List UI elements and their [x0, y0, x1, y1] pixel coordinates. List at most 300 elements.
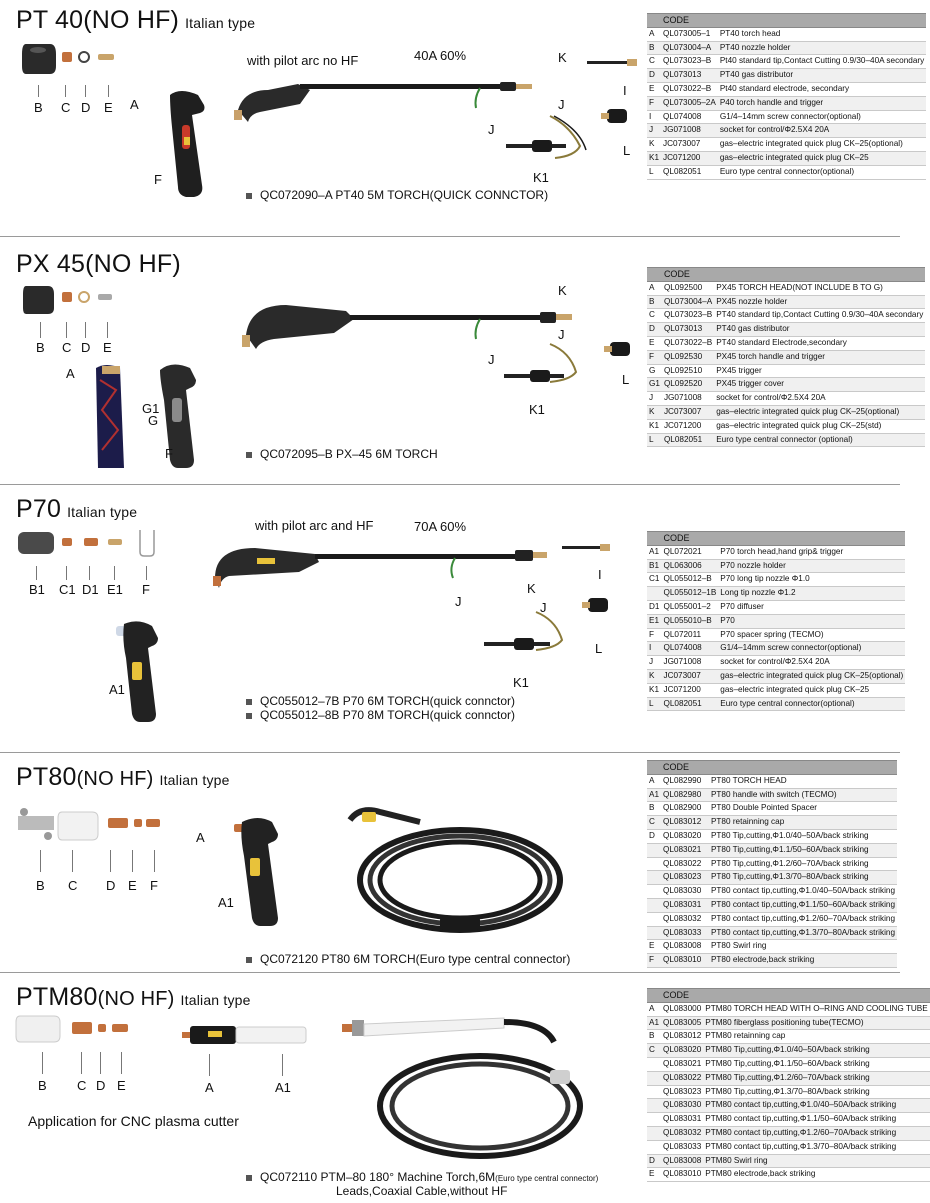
table-row [647, 69, 926, 83]
cell-code: QL073022–B [661, 82, 718, 96]
hand-torch-illustration [160, 85, 220, 200]
section-title-px45 [16, 250, 181, 279]
callout-label: J [558, 97, 565, 112]
cell-letter: E1 [647, 614, 661, 628]
torch-cable-illustration [205, 540, 565, 590]
cell-description: P70 torch head,hand grip& trigger [718, 545, 905, 559]
part-label: D1 [82, 582, 99, 597]
cell-code: QL092510 [662, 364, 714, 378]
leader-line [89, 566, 90, 580]
cell-letter: B [647, 802, 661, 816]
torch-model-note: QC072110 PTM–80 180° Machine Torch,6M(Euro type central connector) [246, 1170, 598, 1184]
table-row [647, 885, 897, 899]
cell-code: QL083021 [661, 843, 709, 857]
cell-code: QL082051 [662, 433, 714, 447]
torch-model-note-line2: Leads,Coaxial Cable,without HF [336, 1184, 508, 1198]
cell-description: PT40 torch head [718, 27, 926, 41]
cell-description: Euro type central connector(optional) [718, 697, 905, 711]
torch-head-illustration [90, 360, 130, 475]
table-header-row [647, 532, 905, 546]
cell-code: QL073005–2A [661, 96, 718, 110]
part-label: E1 [107, 582, 123, 597]
part-label: F [142, 582, 150, 597]
cell-code: QL083033 [661, 1140, 703, 1154]
cell-code: QL073004–A [662, 295, 714, 309]
cell-code: QL072011 [661, 628, 718, 642]
cell-letter [647, 1057, 661, 1071]
cell-letter: C1 [647, 573, 661, 587]
cell-letter: G1 [647, 378, 662, 392]
cell-description: PT80 Double Pointed Spacer [709, 802, 897, 816]
table-row [647, 433, 925, 447]
table-row [647, 309, 925, 323]
cell-letter [647, 1085, 661, 1099]
cell-description: PT40 gas distributor [714, 323, 925, 337]
cell-letter [647, 885, 661, 899]
part-label: E [128, 878, 137, 893]
table-row [647, 1099, 930, 1113]
table-row [647, 697, 905, 711]
cell-description: PT80 Swirl ring [709, 940, 897, 954]
table-row [647, 124, 926, 138]
cell-code: QL083033 [661, 926, 709, 940]
section-divider [0, 484, 900, 485]
part-label: E [104, 100, 113, 115]
cell-description: PT40 standard tip,Contact Cutting 0.9/30–40A secondary [714, 309, 925, 323]
table-row [647, 1030, 930, 1044]
leader-line [209, 1054, 210, 1076]
cell-letter: F [647, 628, 661, 642]
plug-illustration [500, 110, 600, 180]
cell-code: QL073023–B [662, 309, 714, 323]
table-row [647, 1154, 930, 1168]
cell-letter: L [647, 165, 661, 179]
part-label: B [38, 1078, 47, 1093]
plug-illustration [500, 340, 660, 400]
leader-line [114, 566, 115, 580]
cell-code: JC073007 [662, 405, 714, 419]
table-row [647, 912, 897, 926]
consumables-illustration [16, 1012, 136, 1046]
cell-letter: E [647, 336, 662, 350]
table-header: CODE [661, 14, 718, 28]
callout-label: K [527, 581, 536, 596]
callout-label: G1 [142, 401, 160, 416]
callout-label: J [488, 352, 495, 367]
table-row [647, 802, 897, 816]
cell-letter [647, 912, 661, 926]
leader-line [66, 322, 67, 338]
table-row [647, 1168, 930, 1182]
table-row [647, 926, 897, 940]
cell-code: QL083032 [661, 1126, 703, 1140]
table-row [647, 165, 926, 179]
cell-letter: C [647, 309, 662, 323]
cell-letter: J [647, 124, 661, 138]
leader-line [38, 85, 39, 97]
cell-description: PT80 Tip,cutting,Φ1.0/40–50A/back striking [709, 829, 897, 843]
pilot-arc-note: with pilot arc no HF [247, 53, 359, 68]
cell-description: PT80 Tip,cutting,Φ1.3/70–80A/back striking [709, 871, 897, 885]
callout-label: F [165, 446, 173, 461]
rating-note: 40A 60% [414, 48, 467, 63]
cell-code: QL083030 [661, 885, 709, 899]
leader-line [107, 322, 108, 338]
cell-code: JC073007 [661, 138, 718, 152]
connector-illustration [560, 538, 620, 618]
table-row [647, 82, 926, 96]
cell-letter: K [647, 405, 662, 419]
table-header: CODE [661, 989, 703, 1003]
torch-model-note: QC072095–B PX–45 6M TORCH [246, 447, 438, 461]
cell-letter: C [647, 816, 661, 830]
cell-description: PX45 trigger [714, 364, 925, 378]
torch-model-note: QC072090–A PT40 5M TORCH(QUICK CONNCTOR) [246, 188, 548, 202]
title-subtitle: Italian type [180, 992, 251, 1008]
section-title-p70 [16, 495, 137, 524]
section-divider [0, 752, 900, 753]
cell-description: Pt40 standard tip,Contact Cutting 0.9/30–40A secondary [718, 55, 926, 69]
callout-label: J [488, 122, 495, 137]
cell-letter: D [647, 69, 661, 83]
cell-code: JG071008 [661, 124, 718, 138]
table-row [647, 559, 905, 573]
callout-label: J [540, 600, 547, 615]
table-row [647, 336, 925, 350]
leader-line [121, 1052, 122, 1074]
table-row [647, 151, 926, 165]
cell-description: PT80 contact tip,cutting,Φ1.1/50–60A/back striking [709, 898, 897, 912]
code-table-ptm80 [647, 988, 930, 1182]
torch-coil-illustration [340, 1010, 600, 1170]
cell-code: JC071200 [662, 419, 714, 433]
cell-code: QL083031 [661, 898, 709, 912]
table-row [647, 788, 897, 802]
cell-code: QL083005 [661, 1016, 703, 1030]
cell-letter [647, 871, 661, 885]
cell-description: Euro type central connector(optional) [718, 165, 926, 179]
code-table-px45 [647, 267, 925, 447]
callout-label: G [148, 413, 159, 428]
table-row [647, 857, 897, 871]
table-row [647, 898, 897, 912]
cell-description: gas–electric integrated quick plug CK–25 [718, 151, 926, 165]
cell-code: QL074008 [661, 110, 718, 124]
cell-description: PT80 retainning cap [709, 816, 897, 830]
cell-description: P70 [718, 614, 905, 628]
cell-code: QL083008 [661, 940, 709, 954]
table-row [647, 323, 925, 337]
cell-code: QL072021 [661, 545, 718, 559]
cell-description: P70 diffuser [718, 600, 905, 614]
table-row [647, 656, 905, 670]
cell-letter: B [647, 295, 662, 309]
cell-letter: K [647, 669, 661, 683]
code-table-pt80 [647, 760, 897, 968]
cell-description: PTM80 contact tip,cutting,Φ1.0/40–50A/back striking [703, 1099, 929, 1113]
cell-code: QL055012–1B [661, 587, 718, 601]
leader-line [36, 566, 37, 580]
cell-description: gas–electric integrated quick plug CK–25(std) [714, 419, 925, 433]
table-row [647, 405, 925, 419]
hand-torch-illustration [112, 618, 172, 728]
cell-letter: K1 [647, 683, 661, 697]
table-row [647, 419, 925, 433]
cell-letter: F [647, 954, 661, 968]
cell-code: QL073013 [662, 323, 714, 337]
callout-label: K [558, 283, 567, 298]
cell-code: QL073023–B [661, 55, 718, 69]
cell-code: QL083010 [661, 954, 709, 968]
table-header: CODE [662, 268, 714, 282]
callout-label: J [558, 327, 565, 342]
cell-letter: D1 [647, 600, 661, 614]
table-row [647, 829, 897, 843]
cell-description: G1/4–14mm screw connector(optional) [718, 110, 926, 124]
table-row [647, 1002, 930, 1016]
cell-description: PX45 nozzle holder [714, 295, 925, 309]
leader-line [85, 322, 86, 338]
torch-model-note: QC055012–7B P70 6M TORCH(quick connctor) [246, 694, 515, 708]
callout-label: K1 [533, 170, 549, 185]
callout-label: K1 [513, 675, 529, 690]
cell-description: PTM80 fiberglass positioning tube(TECMO) [703, 1016, 929, 1030]
callout-label: I [623, 83, 627, 98]
application-note: Application for CNC plasma cutter [28, 1113, 239, 1129]
cell-description: PT80 contact tip,cutting,Φ1.2/60–70A/back striking [709, 912, 897, 926]
table-row [647, 96, 926, 110]
part-label: B1 [29, 582, 45, 597]
cell-code: QL073022–B [662, 336, 714, 350]
table-row [647, 1140, 930, 1154]
cell-letter: J [647, 392, 662, 406]
part-label: D [81, 100, 91, 115]
code-table-pt40 [647, 13, 926, 180]
table-row [647, 600, 905, 614]
title-text: PTM80 [16, 983, 98, 1011]
machine-torch-illustration [180, 1020, 310, 1050]
hand-torch-illustration [228, 812, 298, 932]
table-row [647, 110, 926, 124]
table-row [647, 281, 925, 295]
leader-line [72, 850, 73, 872]
leader-line [81, 1052, 82, 1074]
cell-description: PT80 TORCH HEAD [709, 774, 897, 788]
table-row [647, 55, 926, 69]
cell-code: JG071008 [662, 392, 714, 406]
cell-letter: C [647, 55, 661, 69]
part-label: C1 [59, 582, 76, 597]
cell-letter [647, 1099, 661, 1113]
cell-code: JC071200 [661, 151, 718, 165]
cell-description: P40 torch handle and trigger [718, 96, 926, 110]
cell-description: PT40 standard Electrode,secondary [714, 336, 925, 350]
cell-description: gas–electric integrated quick plug CK–25(optional) [718, 138, 926, 152]
cell-description: PTM80 contact tip,cutting,Φ1.2/60–70A/back striking [703, 1126, 929, 1140]
callout-label: J [455, 594, 462, 609]
cell-code: QL083031 [661, 1113, 703, 1127]
cell-letter: A1 [647, 545, 661, 559]
cell-code: QL083030 [661, 1099, 703, 1113]
part-label: C [62, 340, 72, 355]
table-header-row [647, 989, 930, 1003]
cell-code: QL055010–B [661, 614, 718, 628]
cell-description: PT40 gas distributor [718, 69, 926, 83]
cell-description: PTM80 retainning cap [703, 1030, 929, 1044]
part-label: B [36, 340, 45, 355]
cell-code: JC071200 [661, 683, 718, 697]
table-header-row [647, 14, 926, 28]
table-header: CODE [661, 761, 709, 775]
cell-letter: I [647, 110, 661, 124]
table-header: CODE [661, 532, 718, 546]
title-subtitle: Italian type [67, 504, 138, 520]
callout-label: L [622, 372, 630, 387]
leader-line [65, 85, 66, 97]
part-label: D [81, 340, 91, 355]
callout-label: A1 [275, 1080, 291, 1095]
cell-description: PT80 contact tip,cutting,Φ1.3/70–80A/back striking [709, 926, 897, 940]
section-title-ptm80 [16, 983, 251, 1012]
table-row [647, 378, 925, 392]
table-row [647, 1016, 930, 1030]
cell-description: Pt40 standard electrode, secondary [718, 82, 926, 96]
cell-description: PT80 Tip,cutting,Φ1.1/50–60A/back striking [709, 843, 897, 857]
cell-letter [647, 1113, 661, 1127]
cell-code: QL073004–A [661, 41, 718, 55]
callout-label: L [623, 143, 631, 158]
cell-letter: E [647, 940, 661, 954]
cell-code: QL082990 [661, 774, 709, 788]
table-row [647, 138, 926, 152]
leader-line [108, 85, 109, 97]
cell-code: QL083020 [661, 829, 709, 843]
title-text: PT 40(NO HF) [16, 6, 180, 34]
cell-description: PTM80 Tip,cutting,Φ1.2/60–70A/back striking [703, 1071, 929, 1085]
cell-letter: B [647, 41, 661, 55]
cell-code: QL083022 [661, 1071, 703, 1085]
part-label: B [36, 878, 45, 893]
consumables-illustration [16, 528, 156, 560]
leader-line [154, 850, 155, 872]
table-row [647, 954, 897, 968]
leader-line [282, 1054, 283, 1076]
cell-description: G1/4–14mm screw connector(optional) [718, 642, 905, 656]
cell-letter: F [647, 350, 662, 364]
part-label: D [106, 878, 116, 893]
cell-description: PT80 contact tip,cutting,Φ1.0/40–50A/back striking [709, 885, 897, 899]
title-subtitle: Italian type [185, 15, 256, 31]
table-row [647, 1085, 930, 1099]
callout-label: A [66, 366, 75, 381]
title-text: PT80 [16, 763, 77, 791]
cell-letter: I [647, 642, 661, 656]
torch-coil-illustration [340, 800, 580, 950]
table-row [647, 27, 926, 41]
table-row [647, 364, 925, 378]
torch-model-note: QC055012–8B P70 8M TORCH(quick connctor) [246, 708, 515, 722]
title-subtitle: Italian type [159, 772, 230, 788]
section-title-pt40 [16, 6, 255, 35]
cell-letter: D [647, 829, 661, 843]
cell-letter: A [647, 281, 662, 295]
cell-code: QL083021 [661, 1057, 703, 1071]
cell-code: QL092530 [662, 350, 714, 364]
cell-letter [647, 1126, 661, 1140]
cell-code: QL082051 [661, 697, 718, 711]
cell-description: PTM80 contact tip,cutting,Φ1.1/50–60A/back striking [703, 1113, 929, 1127]
part-label: D [96, 1078, 106, 1093]
cell-code: QL092500 [662, 281, 714, 295]
table-row [647, 871, 897, 885]
cell-code: QL073005–1 [661, 27, 718, 41]
consumables-illustration [20, 40, 130, 80]
cell-code: QL083008 [661, 1154, 703, 1168]
callout-label: A [130, 97, 139, 112]
cell-description: PTM80 electrode,back striking [703, 1168, 929, 1182]
cell-code: QL063006 [661, 559, 718, 573]
rating-note: 70A 60% [414, 519, 467, 534]
table-row [647, 1044, 930, 1058]
cell-description: PT40 nozzle holder [718, 41, 926, 55]
cell-letter: A1 [647, 1016, 661, 1030]
cell-letter [647, 843, 661, 857]
cell-description: PX45 TORCH HEAD(NOT INCLUDE B TO G) [714, 281, 925, 295]
title-text: P70 [16, 495, 62, 523]
cell-letter: F [647, 96, 661, 110]
cell-description: PTM80 Swirl ring [703, 1154, 929, 1168]
cell-description: PTM80 contact tip,cutting,Φ1.3/70–80A/back striking [703, 1140, 929, 1154]
section-title-pt80 [16, 763, 230, 792]
cell-description: PT80 electrode,back striking [709, 954, 897, 968]
title-suffix: (NO HF) [97, 988, 175, 1010]
cell-code: QL074008 [661, 642, 718, 656]
table-row [647, 683, 905, 697]
table-row [647, 669, 905, 683]
callout-label: F [154, 172, 162, 187]
cell-description: P70 long tip nozzle Φ1.0 [718, 573, 905, 587]
cell-description: socket for control/Φ2.5X4 20A [718, 124, 926, 138]
cell-description: Long tip nozzle Φ1.2 [718, 587, 905, 601]
cell-letter: A1 [647, 788, 661, 802]
cell-letter: E [647, 82, 661, 96]
cell-letter: A [647, 774, 661, 788]
cell-description: gas–electric integrated quick plug CK–25(optional) [714, 405, 925, 419]
cell-description: PT80 handle with switch (TECMO) [709, 788, 897, 802]
cell-code: QL082980 [661, 788, 709, 802]
cell-letter [647, 898, 661, 912]
cell-code: QL073013 [661, 69, 718, 83]
cell-code: QL055001–2 [661, 600, 718, 614]
cell-letter [647, 857, 661, 871]
torch-model-note: QC072120 PT80 6M TORCH(Euro type central connector) [246, 952, 570, 966]
cell-code: QL083012 [661, 816, 709, 830]
section-divider [0, 972, 900, 973]
callout-label: I [598, 567, 602, 582]
table-row [647, 816, 897, 830]
cell-code: QL083000 [661, 1002, 703, 1016]
cell-letter: J [647, 656, 661, 670]
title-text: PX 45(NO HF) [16, 250, 181, 278]
leader-line [132, 850, 133, 872]
callout-label: A [205, 1080, 214, 1095]
callout-label: L [595, 641, 603, 656]
part-label: E [117, 1078, 126, 1093]
title-suffix: (NO HF) [76, 768, 154, 790]
cell-letter: D [647, 323, 662, 337]
cell-description: gas–electric integrated quick plug CK–25(optional) [718, 669, 905, 683]
part-label: E [103, 340, 112, 355]
